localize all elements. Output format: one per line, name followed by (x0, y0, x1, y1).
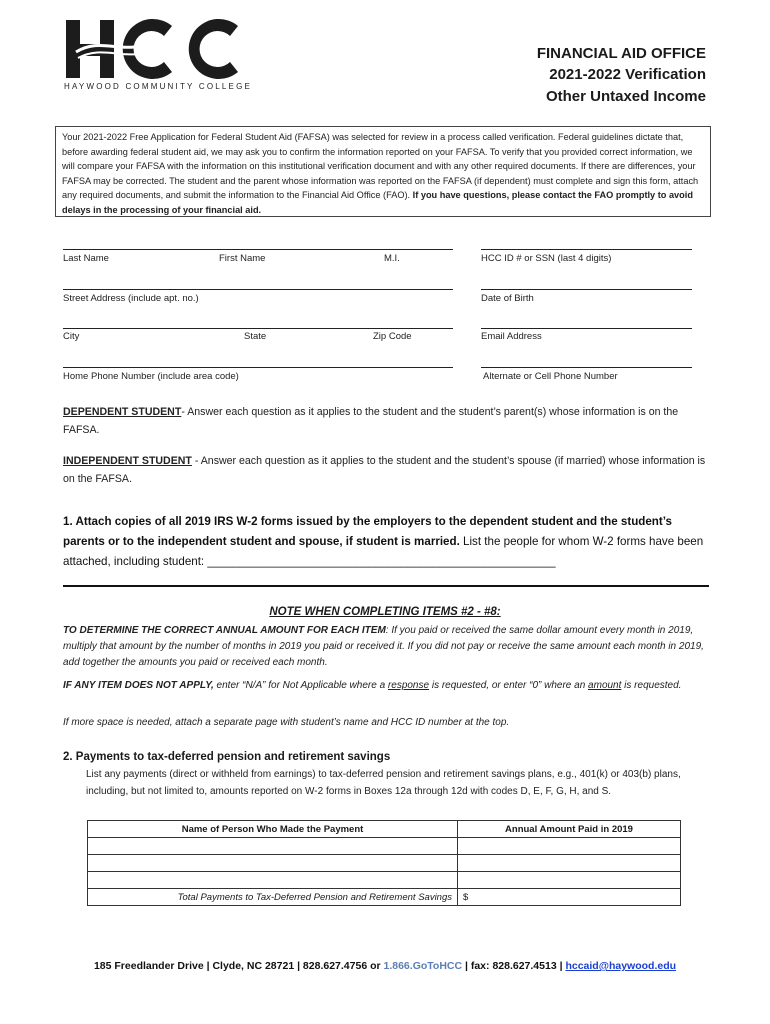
note-p2-text-b: is requested, or enter “0” where an (429, 680, 589, 691)
note-p2-bold: IF ANY ITEM DOES NOT APPLY, (63, 680, 214, 691)
amount-cell[interactable] (458, 872, 681, 889)
footer-email-link[interactable]: hccaid@haywood.edu (565, 960, 677, 972)
total-row (88, 889, 681, 906)
note-p2-text-a: enter “N/A” for Not Applicable where a (213, 680, 388, 691)
amount-cell[interactable] (458, 838, 681, 855)
pension-payments-table (87, 820, 681, 906)
first-name-label: First Name (219, 253, 266, 264)
dob-label: Date of Birth (481, 293, 534, 304)
note-p2-response: response (387, 680, 430, 691)
item-2-body: List any payments (direct or withheld from earnings) to tax-deferred pension and retirement savings plans, e.g., 401(k) or 403(b) plans, including, but not limited to, amounts reported on W-2 forms in Boxes 12a through 12d with codes D, E, F, G, H, and S. (86, 769, 681, 797)
state-label: State (244, 331, 267, 342)
intro-bold: If you have questions, please contact the FAO promptly to avoid delays in the processing of your financial aid. (62, 190, 693, 215)
dependent-student-para (63, 403, 713, 439)
independent-student-para (63, 452, 713, 488)
intro-text: Your 2021-2022 Free Application for Federal Student Aid (FAFSA) was selected for review in a process called verification. Federal guidelines dictate that, before awarding federal student aid, we may ask you to confirm the information reported on your FAFSA. To verify that you provided correct information, we will compare your FAFSA with the information on this institutional verification document and with any other required documents. If there are differences, your FAFSA may be corrected. The student and the parent whose information was reported on the FAFSA (if dependent) must complete and sign this form, attach any required documents, and submit the information to the Financial Aid Office (FAO). (62, 132, 699, 201)
note-p1-text: : If you paid or received the same dollar amount every month in 2019, multiply that amount by the number of months in 2019 you paid or received it. If you did not pay or receive the same amount each month in 2019, add together the amounts you paid or received each month. (63, 625, 704, 668)
mi-label: M.I. (384, 253, 400, 264)
dependent-label: DEPENDENT STUDENT (63, 406, 182, 418)
college-name: HAYWOOD COMMUNITY COLLEGE (64, 82, 253, 91)
doc-title: Other Untaxed Income (545, 88, 706, 105)
note-title: NOTE WHEN COMPLETING ITEMS #2 - #8: (269, 606, 501, 618)
alt-phone-label: Alternate or Cell Phone Number (483, 371, 618, 382)
note-p1-bold: TO DETERMINE THE CORRECT ANNUAL AMOUNT FOR EACH ITEM (63, 625, 386, 636)
col-name-header: Name of Person Who Made the Payment (88, 821, 458, 838)
dependent-text: - Answer each question as it applies to the student and the student’s parent(s) whose information is on the FAFSA. (63, 406, 679, 436)
document-header (537, 44, 706, 108)
note-paragraph-1 (63, 623, 713, 671)
item-1-text: List the people for whom W-2 forms have been attached, including student: ______________________________________________________ (63, 535, 704, 568)
section-divider (63, 585, 709, 587)
note-paragraph-3: If more space is needed, attach a separate page with student’s name and HCC ID number at the top. (63, 717, 510, 728)
home-phone-label: Home Phone Number (include area code) (63, 371, 239, 382)
item-1 (63, 512, 713, 572)
last-name-label: Last Name (63, 253, 109, 264)
hcc-id-label: HCC ID # or SSN (last 4 digits) (481, 253, 612, 264)
item-2-title: 2. Payments to tax-deferred pension and retirement savings (63, 751, 391, 763)
note-p2-text-c: is requested. (621, 680, 682, 691)
footer-address: 185 Freedlander Drive | Clyde, NC 28721 | 828.627.4756 or (93, 960, 384, 972)
street-label: Street Address (include apt. no.) (63, 293, 199, 304)
footer-fax: | fax: 828.627.4513 | (462, 960, 566, 972)
amount-cell[interactable] (458, 855, 681, 872)
col-amount-header: Annual Amount Paid in 2019 (458, 821, 681, 838)
item-1-bold: 1. Attach copies of all 2019 IRS W-2 forms issued by the employers to the dependent student and the student’s parents or to the independent student and spouse, if student is married. (63, 515, 672, 548)
independent-label: INDEPENDENT STUDENT (63, 455, 192, 467)
note-paragraph-2 (63, 678, 713, 694)
office-name: FINANCIAL AID OFFICE (536, 45, 706, 62)
zip-label: Zip Code (373, 331, 412, 342)
independent-text: - Answer each question as it applies to the student and the student’s spouse (if married) whose information is on the FAFSA. (63, 455, 706, 485)
doc-title-year: 2021-2022 Verification (549, 66, 706, 83)
note-p2-amount: amount (588, 680, 622, 691)
total-label: Total Payments to Tax-Deferred Pension and Retirement Savings (88, 889, 458, 906)
intro-box (55, 126, 711, 217)
city-label: City (63, 331, 80, 342)
table-row (88, 855, 681, 872)
logo-text: HCC (62, 3, 97, 20)
table-row (88, 872, 681, 889)
name-cell[interactable] (88, 838, 458, 855)
total-amount-cell[interactable]: $ (458, 889, 681, 906)
email-label: Email Address (481, 331, 542, 342)
name-cell[interactable] (88, 855, 458, 872)
table-row (88, 838, 681, 855)
footer-gotohcc: 1.866.GoToHCC (383, 960, 463, 972)
footer-contact (0, 960, 770, 972)
name-cell[interactable] (88, 872, 458, 889)
